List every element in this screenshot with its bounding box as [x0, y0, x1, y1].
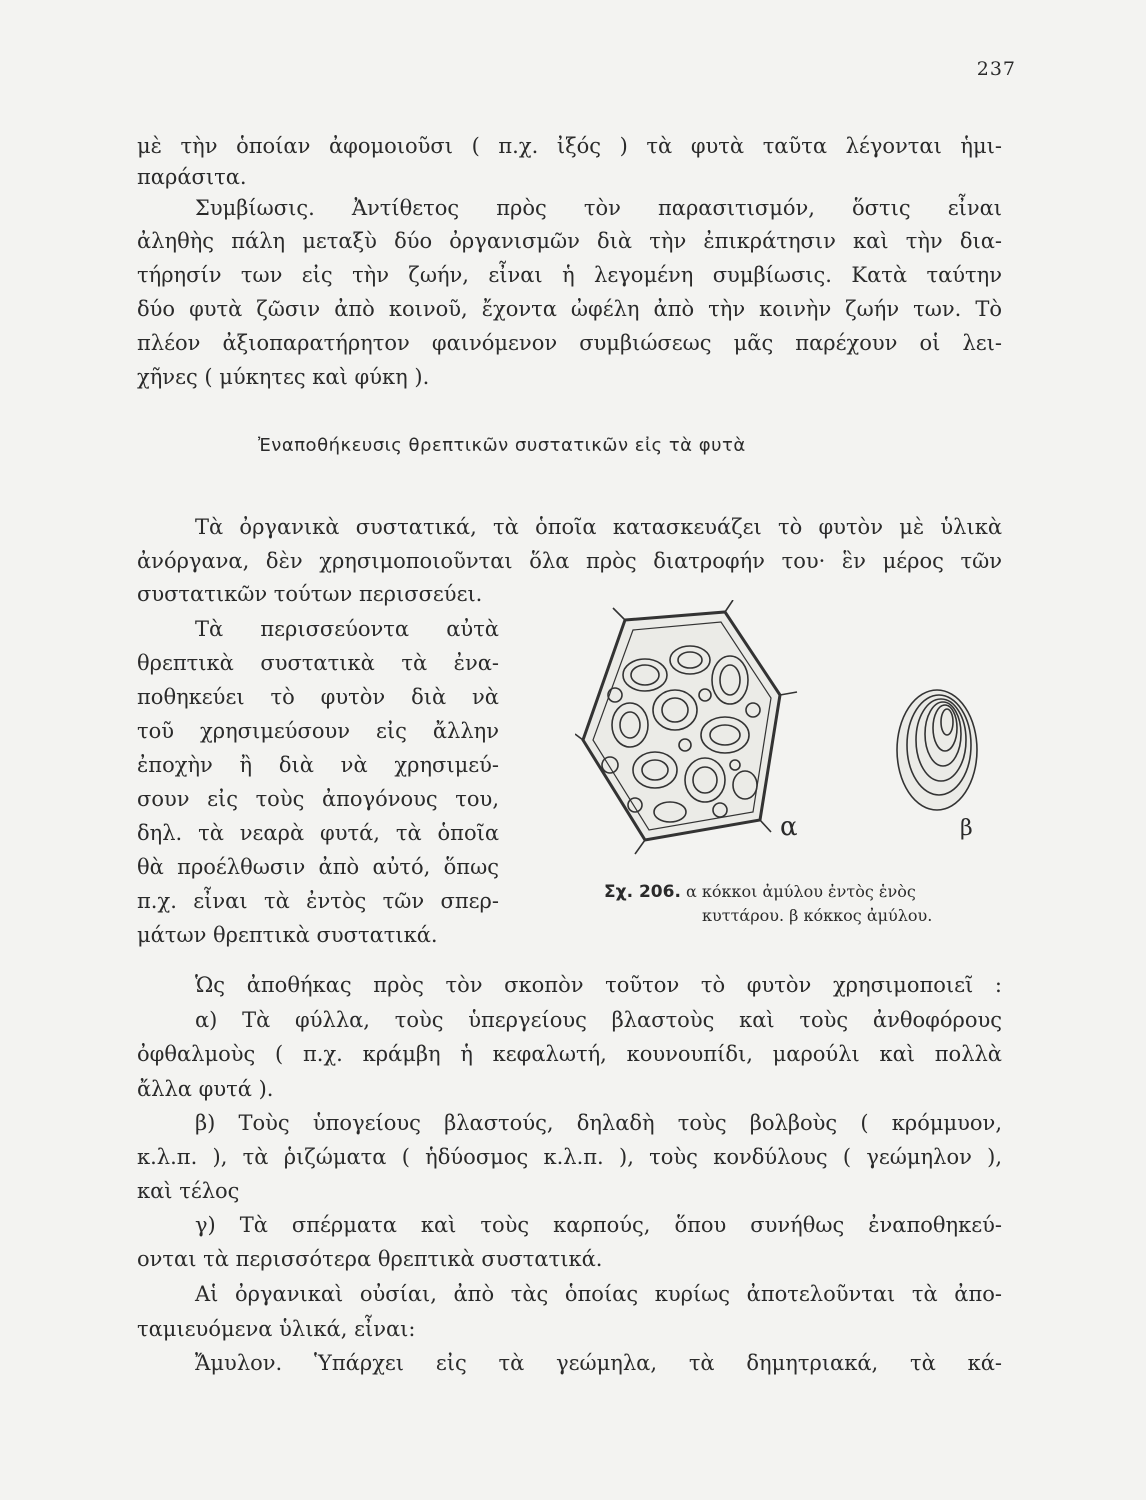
- figure-starch-grains: [575, 600, 995, 880]
- text-line-18: δηλ. τὰ νεαρὰ φυτά, τὰ ὁποῖα: [137, 821, 499, 845]
- text-line-1: μὲ τὴν ὁποίαν ἀφομοιοῦσι ( π.χ. ἰξός ) τὰ φυτὰ ταῦτα λέγονται ἡμι-: [137, 134, 1002, 158]
- page-number: 237: [976, 58, 1016, 80]
- figure-label-a: α: [780, 812, 798, 842]
- text-line-24: ὀφθαλμοὺς ( π.χ. κράμβη ἡ κεφαλωτή, κουνουπίδι, μαρούλι καὶ πολλὰ: [137, 1042, 1002, 1066]
- figure-caption-line-1: α κόκκοι ἀμύλου ἐντὸς ἑνὸς: [686, 882, 916, 901]
- figure-caption-label: Σχ. 206.: [604, 882, 681, 902]
- text-line-33: Ἄμυλον. Ὑπάρχει εἰς τὰ γεώμηλα, τὰ δημητριακά, τὰ κά-: [195, 1351, 1002, 1375]
- text-line-27: κ.λ.π. ), τὰ ῥιζώματα ( ἡδύοσμος κ.λ.π. ), τοὺς κονδύλους ( γεώμηλον ),: [137, 1145, 1002, 1169]
- text-line-29: γ) Τὰ σπέρματα καὶ τοὺς καρπούς, ὅπου συνήθως ἐναποθηκεύ-: [195, 1213, 1002, 1237]
- figure-caption-line-2: κυττάρου. β κόκκος ἀμύλου.: [702, 906, 933, 925]
- text-line-13: θρεπτικὰ συστατικὰ τὰ ἐνα-: [137, 651, 499, 675]
- text-line-14: ποθηκεύει τὸ φυτὸν διὰ νὰ: [137, 685, 499, 709]
- text-line-7: πλέον ἀξιοπαρατήρητον φαινόμενον συμβιώσεως μᾶς παρέχουν οἱ λει-: [137, 331, 1002, 355]
- text-line-11: συστατικῶν τούτων περισσεύει.: [137, 582, 483, 606]
- text-line-20: π.χ. εἶναι τὰ ἐντὸς τῶν σπερ-: [137, 889, 499, 913]
- text-line-28: καὶ τέλος: [137, 1179, 240, 1203]
- figure-caption: [604, 880, 1004, 928]
- text-line-12: Τὰ περισσεύοντα αὐτὰ: [195, 617, 499, 641]
- text-line-4: ἀληθὴς πάλη μεταξὺ δύο ὀργανισμῶν διὰ τὴν ἐπικράτησιν καὶ τὴν δια-: [137, 229, 1002, 253]
- cell-with-starch-grains: [575, 600, 797, 854]
- text-line-3: Συμβίωσις. Ἀντίθετος πρὸς τὸν παρασιτισμόν, ὅστις εἶναι: [195, 196, 1002, 220]
- text-line-8: χῆνες ( μύκητες καὶ φύκη ).: [137, 365, 430, 389]
- text-line-25: ἄλλα φυτά ).: [137, 1077, 274, 1101]
- text-line-15: τοῦ χρησιμεύσουν εἰς ἄλλην: [137, 719, 499, 743]
- text-line-30: ονται τὰ περισσότερα θρεπτικὰ συστατικά.: [137, 1247, 603, 1271]
- text-line-26: β) Τοὺς ὑπογείους βλαστούς, δηλαδὴ τοὺς βολβοὺς ( κρόμμυον,: [195, 1111, 1002, 1135]
- starch-cell-illustration: [575, 600, 995, 880]
- text-line-2: παράσιτα.: [137, 165, 247, 189]
- text-line-16: ἐποχὴν ἢ διὰ νὰ χρησιμεύ-: [137, 753, 499, 777]
- text-line-31: Αἱ ὀργανικαὶ οὐσίαι, ἀπὸ τὰς ὁποίας κυρίως ἀποτελοῦνται τὰ ἀπο-: [195, 1282, 1002, 1306]
- text-line-19: θὰ προέλθωσιν ἀπὸ αὐτό, ὅπως: [137, 855, 499, 879]
- text-line-23: α) Τὰ φύλλα, τοὺς ὑπεργείους βλαστοὺς καὶ τοὺς ἀνθοφόρους: [195, 1008, 1002, 1032]
- text-line-6: δύο φυτὰ ζῶσιν ἀπὸ κοινοῦ, ἔχοντα ὠφέλη ἀπὸ τὴν κοινὴν ζωήν των. Τὸ: [137, 297, 1002, 321]
- figure-label-b: β: [960, 816, 973, 841]
- text-line-21: μάτων θρεπτικὰ συστατικά.: [137, 923, 438, 947]
- single-starch-grain: [897, 690, 977, 810]
- section-heading: Ἐναποθήκευσις θρεπτικῶν συστατικῶν εἰς τὰ φυτὰ: [258, 435, 746, 456]
- text-line-32: ταμιευόμενα ὑλικά, εἶναι:: [137, 1317, 416, 1341]
- text-line-10: ἀνόργανα, δὲν χρησιμοποιοῦνται ὅλα πρὸς διατροφήν του· ἓν μέρος τῶν: [137, 549, 1002, 573]
- text-line-17: σουν εἰς τοὺς ἀπογόνους του,: [137, 787, 499, 811]
- text-line-5: τήρησίν των εἰς τὴν ζωήν, εἶναι ἡ λεγομένη συμβίωσις. Κατὰ ταύτην: [137, 263, 1002, 287]
- text-line-22: Ὡς ἀποθήκας πρὸς τὸν σκοπὸν τοῦτον τὸ φυτὸν χρησιμοποιεῖ :: [195, 973, 1002, 997]
- text-line-9: Τὰ ὀργανικὰ συστατικά, τὰ ὁποῖα κατασκευάζει τὸ φυτὸν μὲ ὑλικὰ: [195, 515, 1002, 539]
